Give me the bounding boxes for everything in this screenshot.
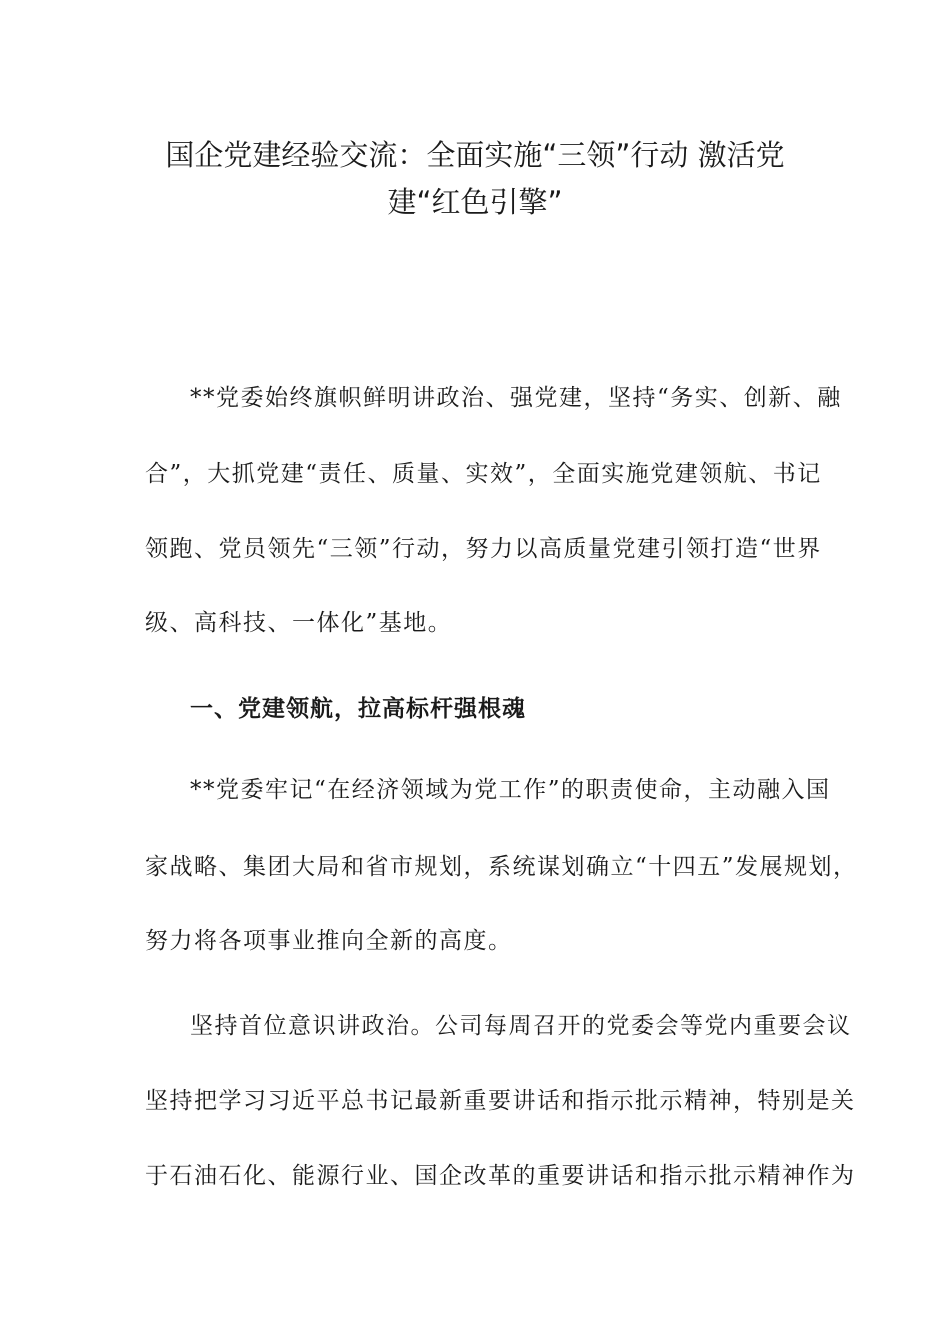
paragraph-1-line-1: **党委始终旗帜鲜明讲政治、强党建，坚持“务实、创新、融 bbox=[190, 385, 842, 411]
section-heading-1: 一、党建领航，拉高标杆强根魂 bbox=[190, 696, 526, 722]
paragraph-2-line-1: **党委牢记“在经济领域为党工作”的职责使命，主动融入国 bbox=[190, 777, 831, 803]
document-title-line-2: 建“红色引擎” bbox=[387, 185, 563, 219]
paragraph-2-line-3: 努力将各项事业推向全新的高度。 bbox=[145, 928, 513, 954]
paragraph-3-line-1: 坚持首位意识讲政治。公司每周召开的党委会等党内重要会议 bbox=[190, 1013, 852, 1039]
paragraph-1-line-3: 领跑、党员领先“三领”行动，努力以高质量党建引领打造“世界 bbox=[145, 536, 822, 562]
paragraph-1-line-4: 级、高科技、一体化”基地。 bbox=[145, 610, 453, 636]
paragraph-1-line-2: 合”，大抓党建“责任、质量、实效”，全面实施党建领航、书记 bbox=[145, 461, 822, 487]
paragraph-3-line-2: 坚持把学习习近平总书记最新重要讲话和指示批示精神，特别是关 bbox=[145, 1088, 856, 1114]
document-title-line-1: 国企党建经验交流：全面实施“三领”行动 激活党 bbox=[165, 138, 785, 172]
paragraph-2-line-2: 家战略、集团大局和省市规划，系统谋划确立“十四五”发展规划， bbox=[145, 854, 858, 880]
paragraph-3-line-3: 于石油石化、能源行业、国企改革的重要讲话和指示批示精神作为 bbox=[145, 1163, 856, 1189]
